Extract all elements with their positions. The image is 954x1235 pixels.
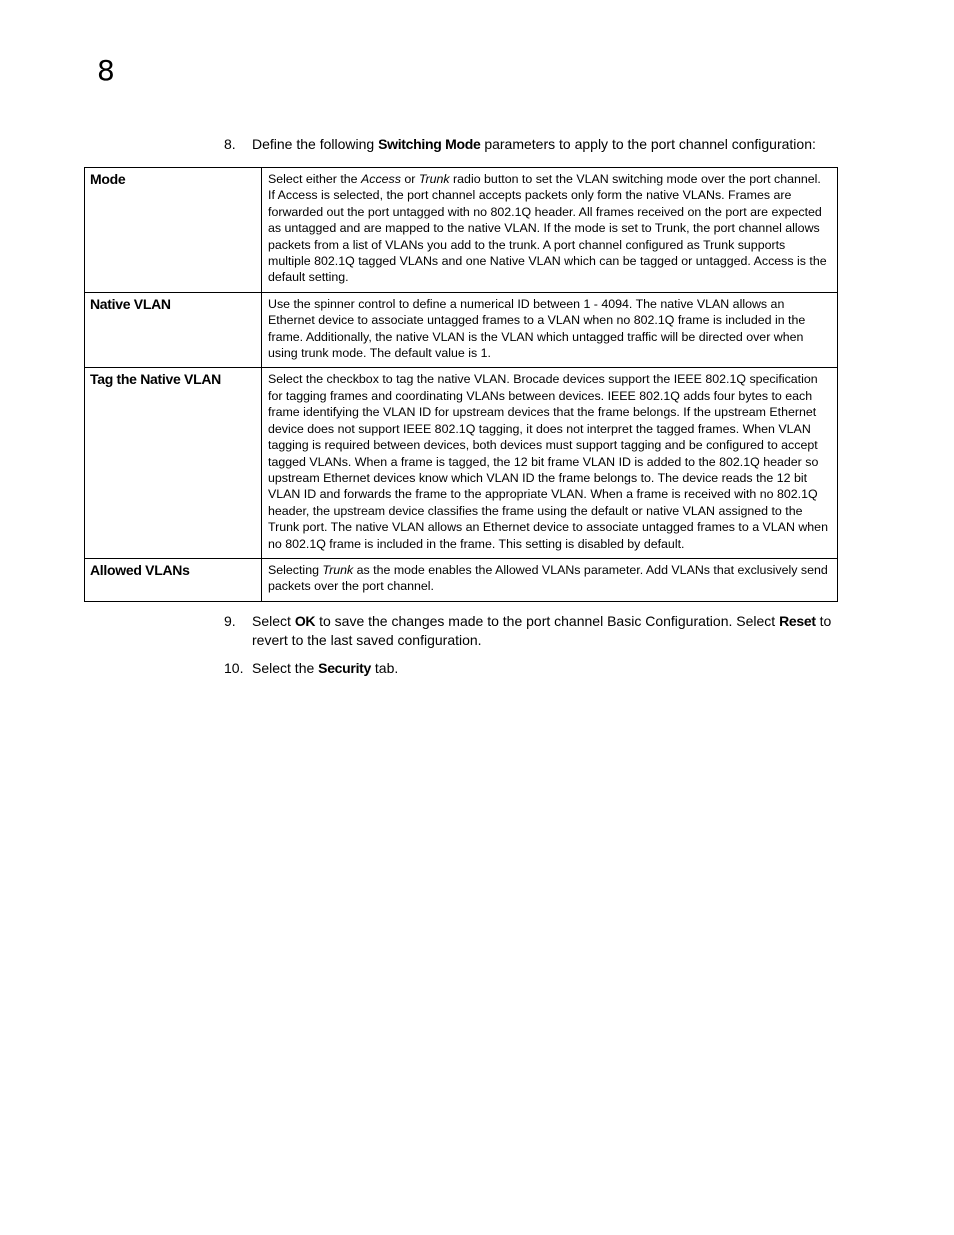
desc-part: Select either the (268, 172, 361, 186)
table-row (85, 168, 838, 293)
ui-term-switching-mode: Switching Mode (378, 136, 481, 152)
step-number: 9. (224, 613, 236, 629)
step-text-part: to save the changes made to the port channel Basic Configuration. Select (315, 613, 780, 629)
switching-mode-parameters-table (84, 167, 838, 602)
parameter-description (262, 558, 838, 601)
step-8 (224, 135, 864, 154)
step-text-part: Select (252, 613, 295, 629)
step-9 (224, 612, 864, 650)
parameter-name: Tag the Native VLAN (85, 368, 262, 558)
desc-part: or (400, 172, 419, 186)
parameter-description: Use the spinner control to define a numerical ID between 1 - 4094. The native VLAN allows an Ethernet device to associate untagged frames to a VLAN when no 802.1Q frame is included in the frame. Additionally, the native VLAN is the VLAN which untagged traffic will be directed over when using trunk mode. The default value is 1. (262, 292, 838, 368)
step-number: 10. (224, 660, 244, 676)
step-text-part: parameters to apply to the port channel configuration: (480, 136, 816, 152)
desc-part: as the mode enables the Allowed VLANs parameter. Add VLANs that exclusively send packets over the port channel. (268, 562, 828, 594)
table-row (85, 368, 838, 558)
desc-italic: Trunk (418, 172, 450, 186)
desc-part: Selecting (268, 562, 323, 577)
parameter-name: Allowed VLANs (85, 558, 262, 601)
step-text (252, 135, 864, 154)
ui-term-reset: Reset (779, 613, 816, 629)
step-text-part: Select the (252, 660, 319, 676)
ui-term-ok: OK (294, 613, 316, 629)
parameter-name: Mode (85, 168, 262, 293)
step-text-part: to revert to the last saved configuration. (252, 613, 832, 648)
step-text (252, 659, 864, 678)
parameter-description: Select the checkbox to tag the native VLAN. Brocade devices support the IEEE 802.1Q specification for tagging frames and coordinating VLANs between devices. IEEE 802.1Q adds four bytes to each frame identifying the VLAN ID for upstream devices that the frame belongs. If the upstream Ethernet device does not support IEEE 802.1Q tagging, it does not interpret the tagged frames. When VLAN tagging is required between devices, both devices must support tagging and be configured to accept tagged VLANs. When a frame is tagged, the 12 bit frame VLAN ID is added to the 802.1Q header so upstream Ethernet devices know which VLAN ID the frame belongs to. The device reads the 12 bit VLAN ID and forwards the frame to the appropriate VLAN. When a frame is received with no 802.1Q header, the upstream device classifies the frame using the default or native VLAN assigned to the Trunk port. The native VLAN allows an Ethernet device to associate untagged frames to a VLAN when no 802.1Q frame is included in the frame. This setting is disabled by default. (262, 368, 838, 558)
desc-italic: Access (360, 172, 401, 186)
table-row (85, 292, 838, 368)
ui-term-security: Security (318, 660, 372, 676)
step-text-part: Define the following (252, 136, 379, 152)
step-text-part: tab. (371, 660, 399, 676)
step-text (252, 612, 864, 650)
step-10 (224, 659, 864, 678)
parameter-name: Native VLAN (85, 292, 262, 368)
parameter-description (262, 168, 838, 293)
chapter-number: 8 (97, 54, 115, 87)
desc-part: radio button to set the VLAN switching mode over the port channel. If Access is selected, the port channel accepts packets only form the native VLANs. Frames are forwarded out the port untagged with no 802.1Q header. All frames received on the port are expected as untagged and are mapped to the native VLAN. If the mode is set to Trunk, the port channel allows packets from a list of VLANs you add to the trunk. A port channel configured as Trunk supports multiple 802.1Q tagged VLANs and one Native VLAN which can be tagged or untagged. Access is the default setting. (268, 172, 827, 285)
step-number: 8. (224, 136, 236, 152)
table-row (85, 558, 838, 601)
desc-italic: Trunk (322, 562, 354, 577)
